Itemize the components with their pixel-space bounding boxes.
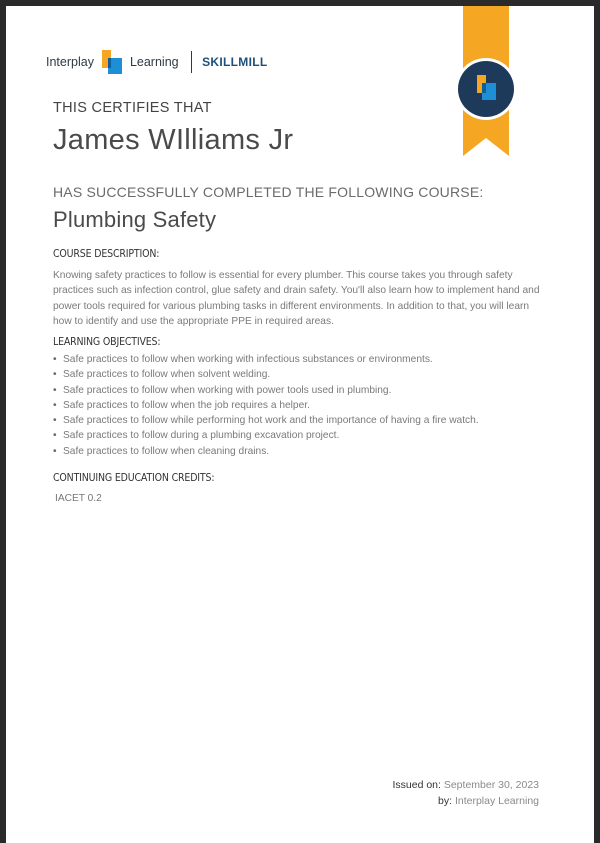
list-item: • Safe practices to follow when solvent welding.: [53, 367, 479, 382]
certificate-page: [6, 6, 594, 843]
award-badge-icon: [454, 57, 518, 121]
bullet-icon: •: [53, 399, 57, 411]
description-heading: COURSE DESCRIPTION:: [53, 248, 160, 260]
bullet-icon: •: [53, 415, 57, 427]
completed-label: HAS SUCCESSFULLY COMPLETED THE FOLLOWING COURSE:: [53, 184, 484, 200]
certifies-label: THIS CERTIFIES THAT: [53, 100, 212, 116]
credits-heading: CONTINUING EDUCATION CREDITS:: [53, 472, 215, 484]
list-item: • Safe practices to follow while performing hot work and the importance of having a fire watch.: [53, 413, 479, 428]
list-item: • Safe practices to follow when cleaning drains.: [53, 444, 479, 459]
objectives-heading: LEARNING OBJECTIVES:: [53, 336, 161, 348]
interplay-logo: [46, 46, 267, 78]
course-title: Plumbing Safety: [53, 207, 217, 232]
issued-on-row: [392, 777, 539, 793]
list-item: • Safe practices to follow when the job requires a helper.: [53, 398, 479, 413]
list-item: • Safe practices to follow when working with power tools used in plumbing.: [53, 383, 479, 398]
recipient-name: James WIlliams Jr: [53, 124, 294, 156]
brand-left-text: Interplay: [46, 55, 94, 69]
bullet-icon: •: [53, 369, 57, 381]
bullet-icon: •: [53, 430, 57, 442]
list-item: • Safe practices to follow during a plumbing excavation project.: [53, 428, 479, 443]
logo-divider: [191, 51, 193, 73]
issued-by-label: by:: [438, 795, 453, 807]
issued-on-label: Issued on:: [392, 779, 441, 791]
interplay-logo-icon: [100, 48, 124, 76]
skillmill-logo-text: SKILLMILL: [202, 55, 268, 69]
course-description: Knowing safety practices to follow is essential for every plumber. This course takes you through safety practices such as infection control, glue safety and drain safety. You'll also learn how to implement hand and power tools required for various plumbing tasks in different environments. In addition to that, you will learn how to identify and use the appropriate PPE in required areas.: [53, 270, 540, 327]
objectives-list: [53, 352, 479, 459]
bullet-icon: •: [53, 445, 57, 457]
issued-on-date: September 30, 2023: [443, 779, 539, 791]
issued-block: [392, 777, 539, 809]
issued-by-row: [392, 793, 539, 809]
list-item: • Safe practices to follow when working with infectious substances or environments.: [53, 352, 479, 367]
brand-right-text: Learning: [129, 55, 179, 69]
bullet-icon: •: [53, 354, 57, 365]
credits-value: IACET 0.2: [55, 493, 102, 504]
bullet-icon: •: [53, 384, 57, 396]
issued-by-value: Interplay Learning: [454, 795, 539, 807]
